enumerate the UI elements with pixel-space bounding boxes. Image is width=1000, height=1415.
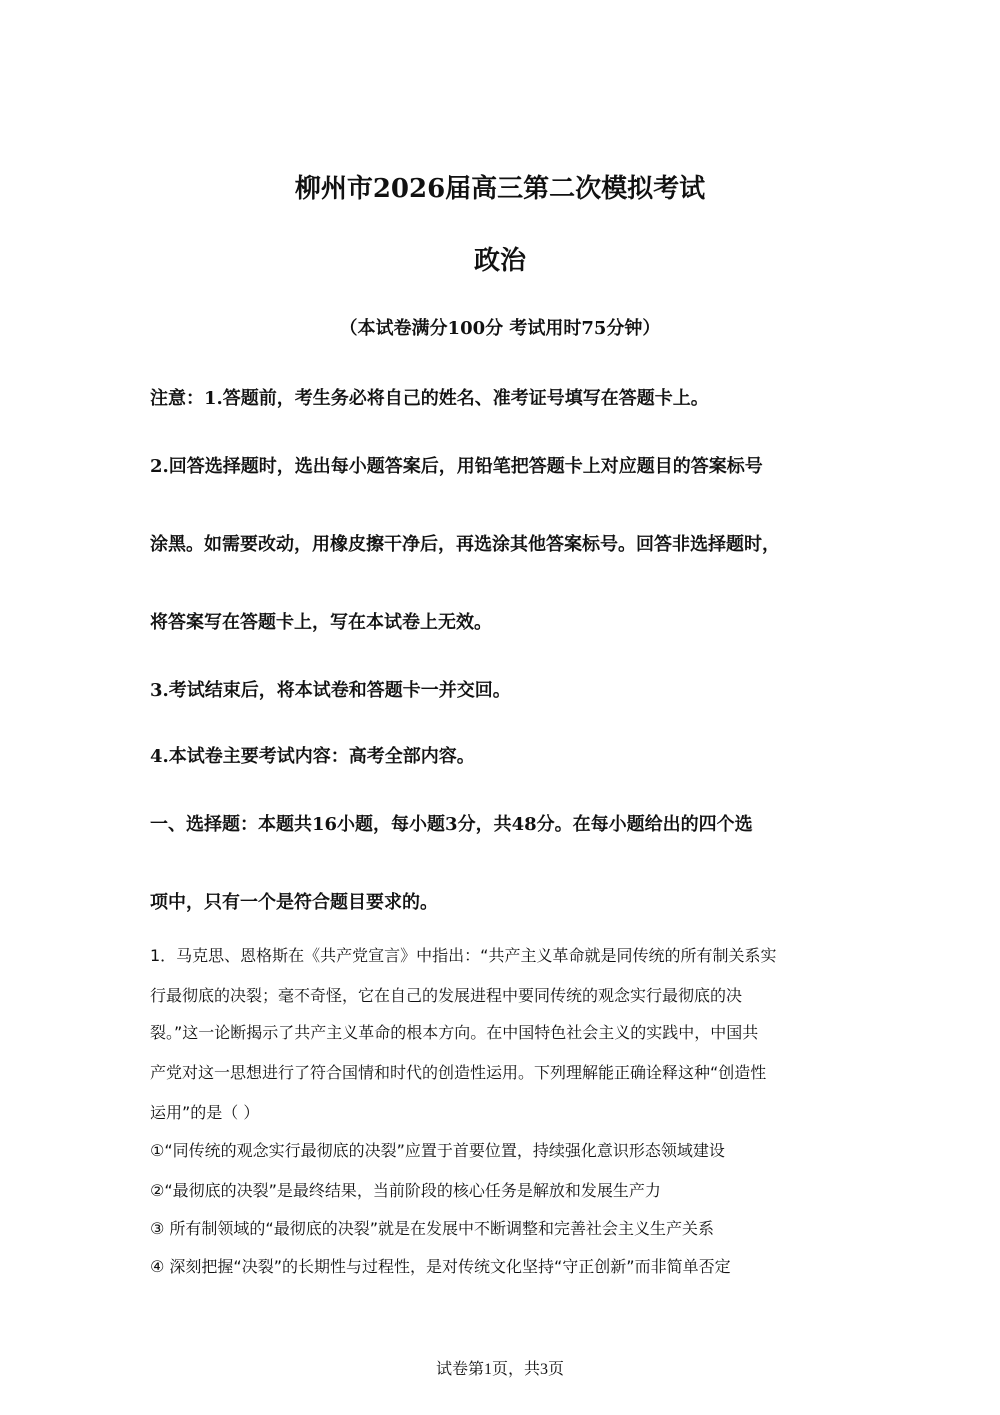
- notice-line-4: 4.本试卷主要考试内容：高考全部内容。: [150, 746, 475, 767]
- section-heading-line-1: 一、选择题：本题共16小题，每小题3分，共48分。在每小题给出的四个选: [150, 814, 753, 835]
- question-stem-line: 裂。”这一论断揭示了共产主义革命的根本方向。在中国特色社会主义的实践中，中国共: [150, 1023, 759, 1042]
- option-3: ③ 所有制领域的“最彻底的决裂”就是在发展中不断调整和完善社会主义生产关系: [150, 1219, 715, 1238]
- exam-info: （本试卷满分100分 考试用时75分钟）: [339, 318, 661, 339]
- notice-line-2b: 涂黑。如需要改动，用橡皮擦干净后，再选涂其他答案标号。回答非选择题时，: [150, 534, 780, 555]
- option-4: ④ 深刻把握“决裂”的长期性与过程性，是对传统文化坚持“守正创新”而非简单否定: [150, 1257, 731, 1276]
- notice-line-2a: 2.回答选择题时，选出每小题答案后，用铅笔把答题卡上对应题目的答案标号: [150, 456, 763, 477]
- subject-title: 政治: [473, 246, 526, 276]
- exam-title: 柳州市2026届高三第二次模拟考试: [294, 174, 706, 204]
- option-2: ②“最彻底的决裂”是最终结果，当前阶段的核心任务是解放和发展生产力: [150, 1181, 661, 1200]
- question-stem-line: 运用”的是（ ）: [150, 1103, 260, 1122]
- question-stem-line: 1．马克思、恩格斯在《共产党宣言》中指出：“共产主义革命就是同传统的所有制关系实: [150, 946, 777, 965]
- section-heading-line-2: 项中，只有一个是符合题目要求的。: [150, 892, 438, 913]
- option-1: ①“同传统的观念实行最彻底的决裂”应置于首要位置，持续强化意识形态领域建设: [150, 1141, 725, 1160]
- notice-line-2c: 将答案写在答题卡上，写在本试卷上无效。: [150, 612, 492, 633]
- notice-line-3: 3.考试结束后，将本试卷和答题卡一并交回。: [150, 680, 511, 701]
- question-stem-line: 产党对这一思想进行了符合国情和时代的创造性运用。下列理解能正确诠释这种“创造性: [150, 1063, 767, 1082]
- question-stem-line: 行最彻底的决裂；毫不奇怪，它在自己的发展进程中要同传统的观念实行最彻底的决: [150, 986, 743, 1005]
- page-footer: 试卷第1页，共3页: [435, 1361, 564, 1378]
- notice-line-1: 注意：1.答题前，考生务必将自己的姓名、准考证号填写在答题卡上。: [150, 388, 709, 409]
